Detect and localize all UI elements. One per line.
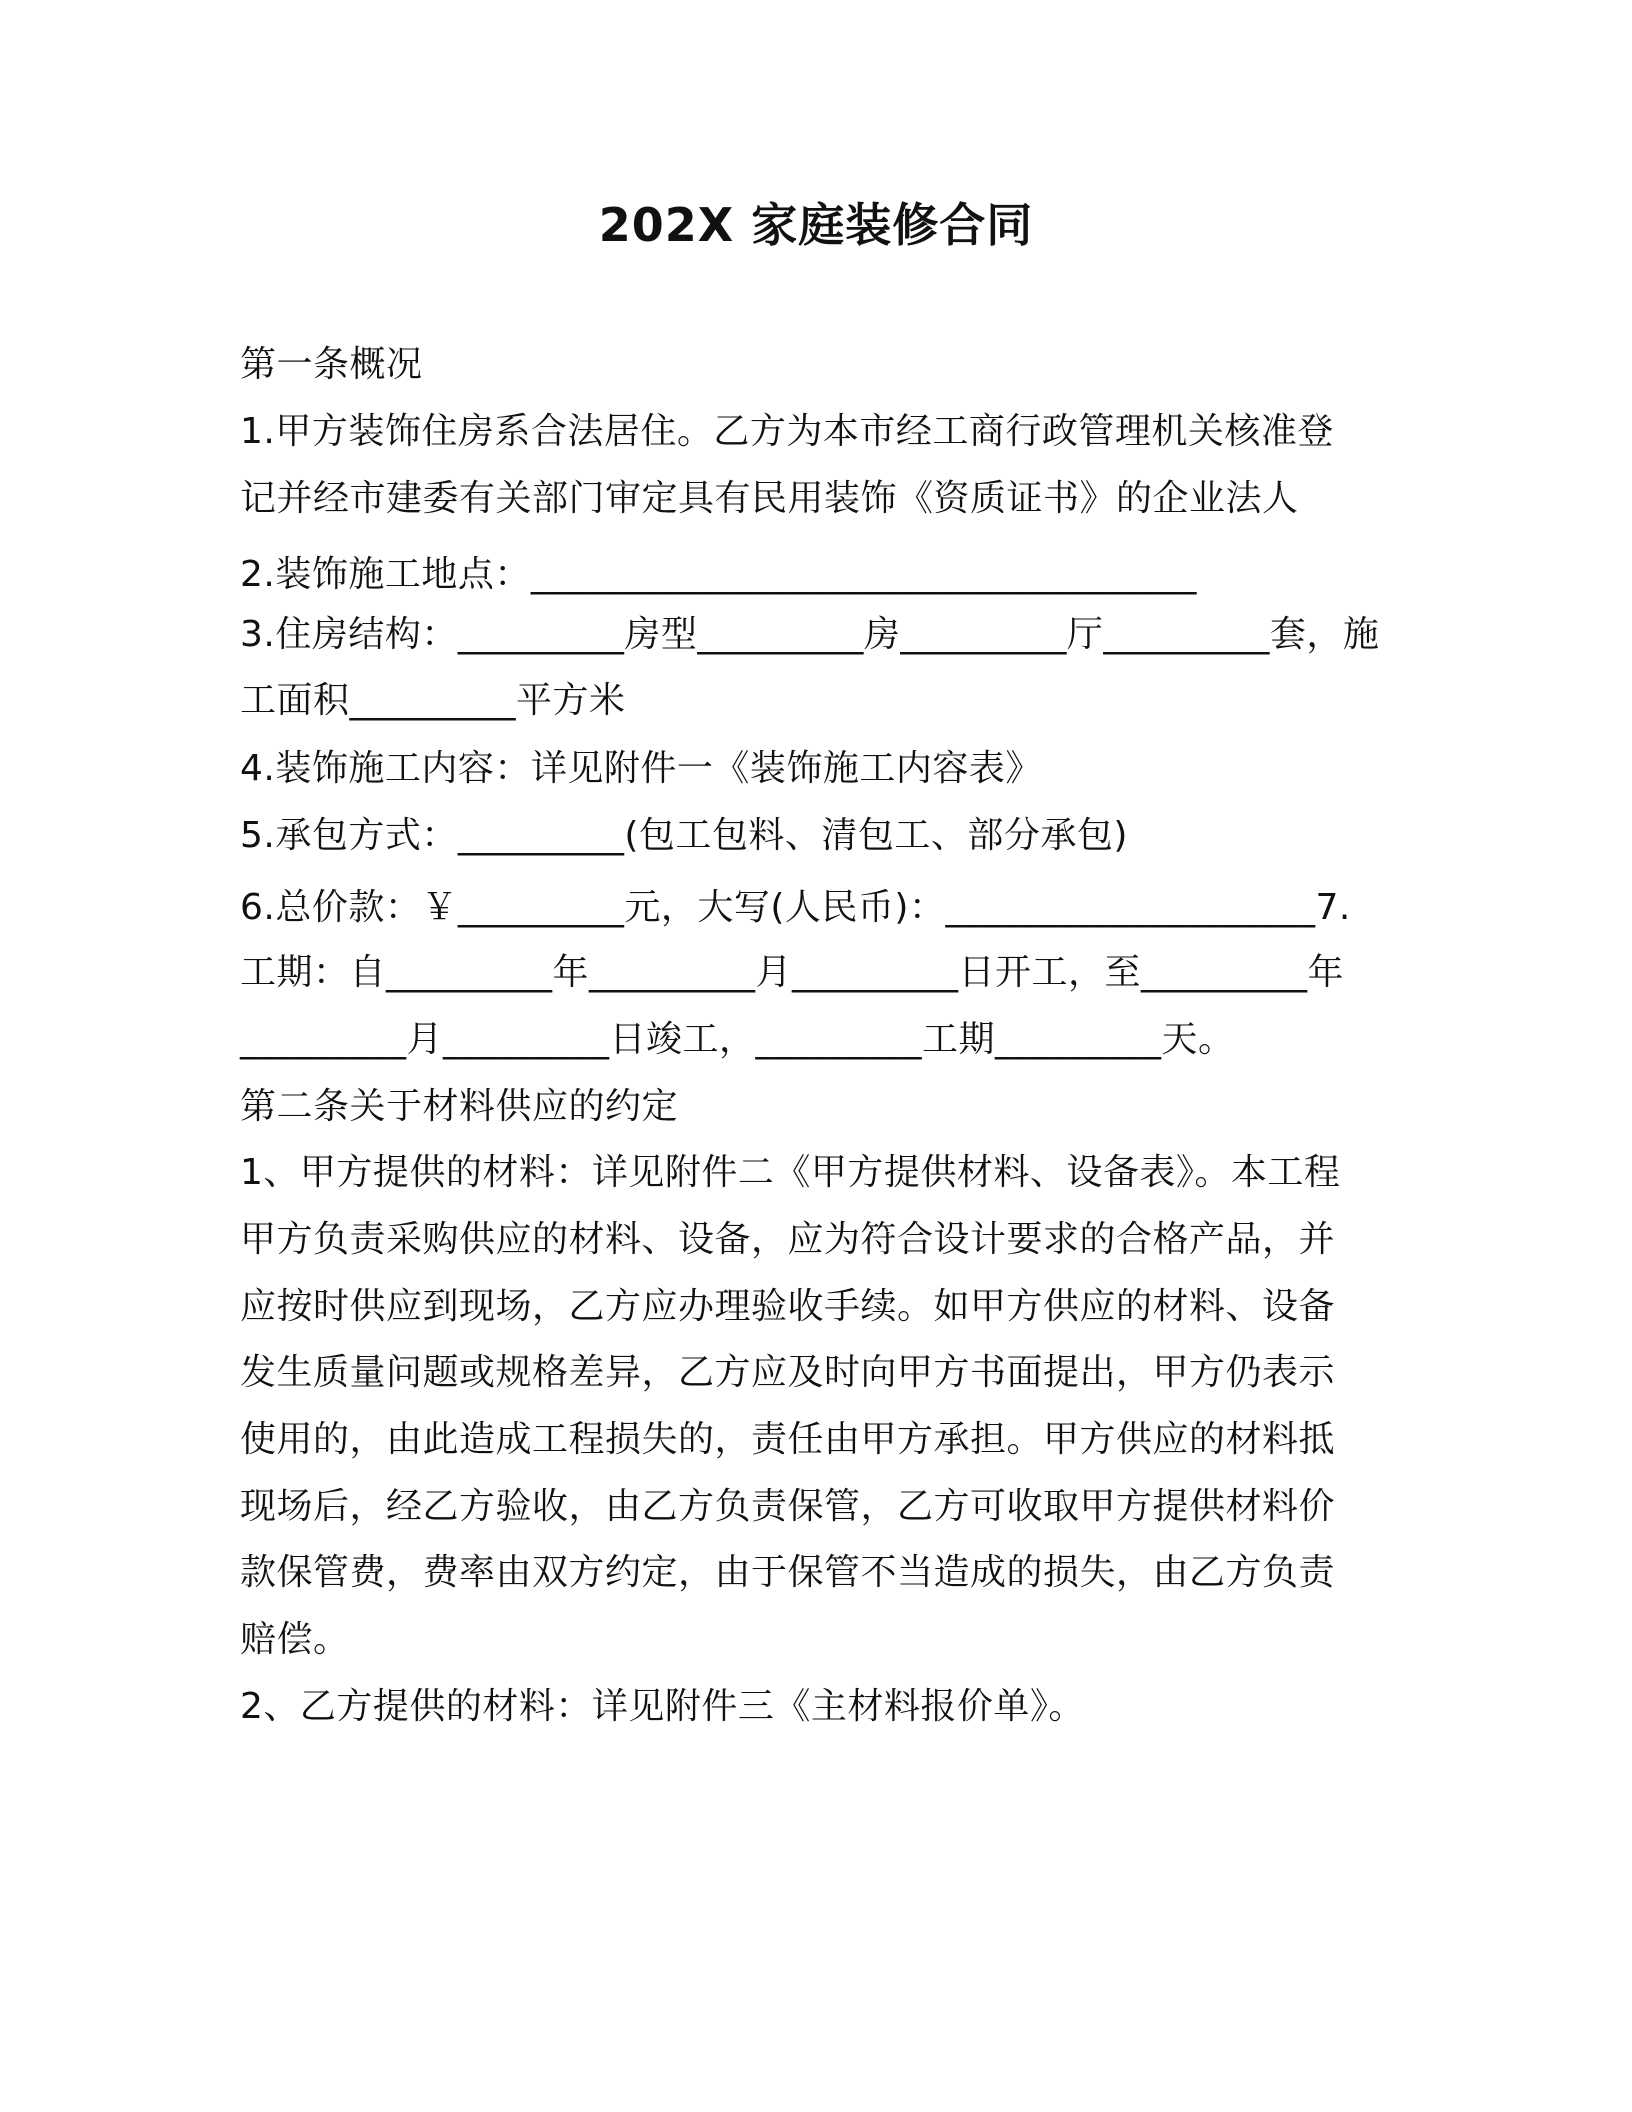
paragraph-line: 使用的，由此造成工程损失的，责任由甲方承担。甲方供应的材料抵 — [240, 1419, 1336, 1460]
paragraph-line: _________月_________日竣工，_________工期_________天。 — [240, 1019, 1235, 1060]
paragraph-line: 3.住房结构：_________房型_________房_________厅_________套，施 — [240, 614, 1380, 655]
paragraph-line: 款保管费，费率由双方约定，由于保管不当造成的损失，由乙方负责 — [240, 1552, 1336, 1593]
section-heading-materials: 第二条关于材料供应的约定 — [240, 1086, 679, 1127]
section-heading-general: 第一条概况 — [240, 344, 423, 385]
paragraph-line: 2.装饰施工地点：____________________________________ — [240, 554, 1197, 595]
paragraph-line: 4.装饰施工内容：详见附件一《装饰施工内容表》 — [240, 748, 1042, 789]
paragraph-line: 1.甲方装饰住房系合法居住。乙方为本市经工商行政管理机关核准登 — [240, 411, 1334, 452]
paragraph-line: 5.承包方式：_________(包工包料、清包工、部分承包) — [240, 815, 1128, 856]
paragraph-line: 6.总价款：￥_________元，大写(人民币)：____________________7. — [240, 887, 1351, 928]
paragraph-line: 2、乙方提供的材料：详见附件三《主材料报价单》。 — [240, 1686, 1085, 1727]
document-title: 202X 家庭装修合同 — [598, 198, 1034, 252]
paragraph-line: 工面积_________平方米 — [240, 680, 626, 721]
paragraph-line: 赔偿。 — [240, 1619, 350, 1660]
paragraph-line: 发生质量问题或规格差异，乙方应及时向甲方书面提出，甲方仍表示 — [240, 1352, 1336, 1393]
paragraph-line: 记并经市建委有关部门审定具有民用装饰《资质证书》的企业法人 — [240, 478, 1299, 519]
paragraph-line: 应按时供应到现场，乙方应办理验收手续。如甲方供应的材料、设备 — [240, 1286, 1336, 1327]
paragraph-line: 现场后，经乙方验收，由乙方负责保管，乙方可收取甲方提供材料价 — [240, 1486, 1336, 1527]
paragraph-line: 工期：自_________年_________月_________日开工，至_________年 — [240, 952, 1345, 993]
paragraph-line: 甲方负责采购供应的材料、设备，应为符合设计要求的合格产品，并 — [240, 1219, 1336, 1260]
paragraph-line: 1、甲方提供的材料：详见附件二《甲方提供材料、设备表》。本工程 — [240, 1152, 1341, 1193]
